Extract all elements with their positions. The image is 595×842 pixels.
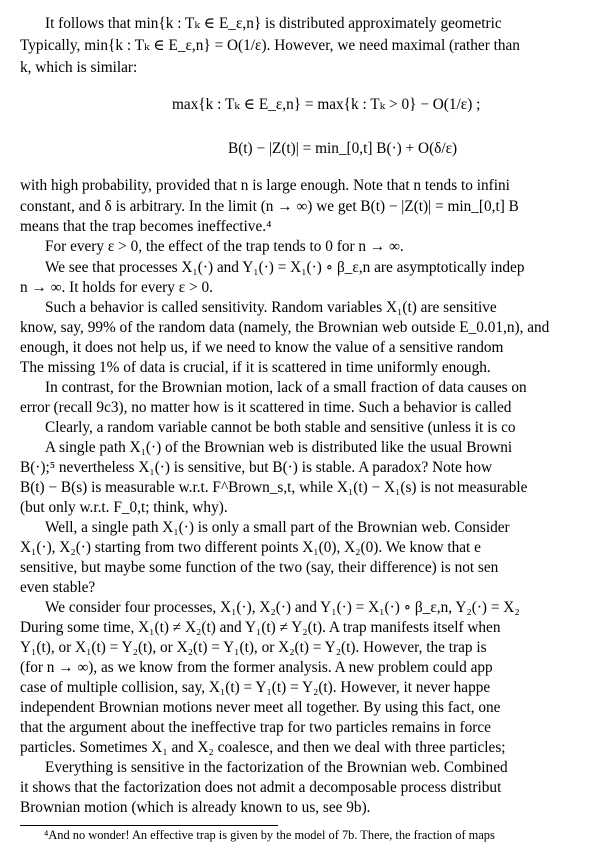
text-line: (but only w.r.t. F_0,t; think, why). [20, 499, 228, 516]
text-line: A single path X₁(·) of the Brownian web is distributed like the usual Browni [45, 439, 513, 456]
text-line: independent Brownian motions never meet all together. By using this fact, one [20, 699, 501, 716]
display-equation-min: B(t) − |Z(t)| = min_[0,t] B(·) + O(δ/ε) [228, 140, 458, 157]
text-line: case of multiple collision, say, X₁(t) = Y₁(t) = Y₂(t). However, it never happe [20, 679, 491, 696]
display-equation-max: max{k : Tₖ ∈ E_ε,n} = max{k : Tₖ > 0} − O(1/ε) ; [172, 96, 481, 113]
text-line: (for n → ∞), as we know from the former analysis. A new problem could app [20, 659, 493, 676]
text-line: Such a behavior is called sensitivity. Random variables X₁(t) are sensitive [45, 299, 497, 316]
text-line: it shows that the factorization does not admit a decomposable process distribut [20, 779, 502, 796]
text-line: k, which is similar: [20, 59, 138, 76]
text-line: The missing 1% of data is crucial, if it is scattered in time uniformly enough. [20, 359, 491, 376]
text-line: B(t) − B(s) is measurable w.r.t. F^Brown_s,t, while X₁(t) − X₁(s) is not measurable [20, 479, 528, 496]
text-line: particles. Sometimes X₁ and X₂ coalesce, and then we deal with three particles; [20, 739, 506, 756]
text-line: with high probability, provided that n is large enough. Note that n tends to infini [20, 177, 510, 194]
footnote: ⁴And no wonder! An effective trap is given by the model of 7b. There, the fraction of maps [44, 828, 495, 842]
text-line: means that the trap becomes ineffective.⁴ [20, 218, 272, 235]
text-line: Brownian motion (which is already known to us, see 9b). [20, 799, 371, 816]
text-line: even stable? [20, 579, 96, 596]
text-line: constant, and δ is arbitrary. In the limit (n → ∞) we get B(t) − |Z(t)| = min_[0,t] B [20, 198, 519, 215]
footnote-rule [20, 825, 278, 826]
text-line: that the argument about the ineffective trap for two particles remains in force [20, 719, 491, 736]
text-line: Typically, min{k : Tₖ ∈ E_ε,n} = O(1/ε). However, we need maximal (rather than [20, 37, 520, 54]
text-line: enough, it does not help us, if we need to know the value of a sensitive random [20, 339, 504, 356]
text-line: know, say, 99% of the random data (namely, the Brownian web outside E_0.01,n), and [20, 319, 550, 336]
text-line: For every ε > 0, the effect of the trap tends to 0 for n → ∞. [45, 238, 404, 255]
text-line: n → ∞. It holds for every ε > 0. [20, 279, 213, 296]
text-line: Y₁(t), or X₁(t) = Y₂(t), or X₂(t) = Y₁(t), or X₂(t) = Y₂(t). However, the trap is [20, 639, 487, 656]
text-line: sensitive, but maybe some function of the two (say, their difference) is not sen [20, 559, 499, 576]
text-line: Clearly, a random variable cannot be both stable and sensitive (unless it is co [45, 419, 516, 436]
text-line: We consider four processes, X₁(·), X₂(·) and Y₁(·) = X₁(·) ∘ β_ε,n, Y₂(·) = X₂ [45, 599, 520, 616]
text-line: Everything is sensitive in the factorization of the Brownian web. Combined [45, 759, 508, 776]
text-line: error (recall 9c3), no matter how is it scattered in time. Such a behavior is called [20, 399, 512, 416]
text-line: In contrast, for the Brownian motion, lack of a small fraction of data causes on [45, 379, 527, 396]
text-line: B(·);⁵ nevertheless X₁(·) is sensitive, but B(·) is stable. A paradox? Note how [20, 459, 493, 476]
text-line: Well, a single path X₁(·) is only a small part of the Brownian web. Consider [45, 519, 510, 536]
text-line: It follows that min{k : Tₖ ∈ E_ε,n} is distributed approximately geometric [45, 15, 502, 32]
text-line: We see that processes X₁(·) and Y₁(·) = X₁(·) ∘ β_ε,n are asymptotically indep [45, 259, 525, 276]
text-line: X₁(·), X₂(·) starting from two different points X₁(0), X₂(0). We know that e [20, 539, 481, 556]
text-line: During some time, X₁(t) ≠ X₂(t) and Y₁(t) ≠ Y₂(t). A trap manifests itself when [20, 619, 501, 636]
